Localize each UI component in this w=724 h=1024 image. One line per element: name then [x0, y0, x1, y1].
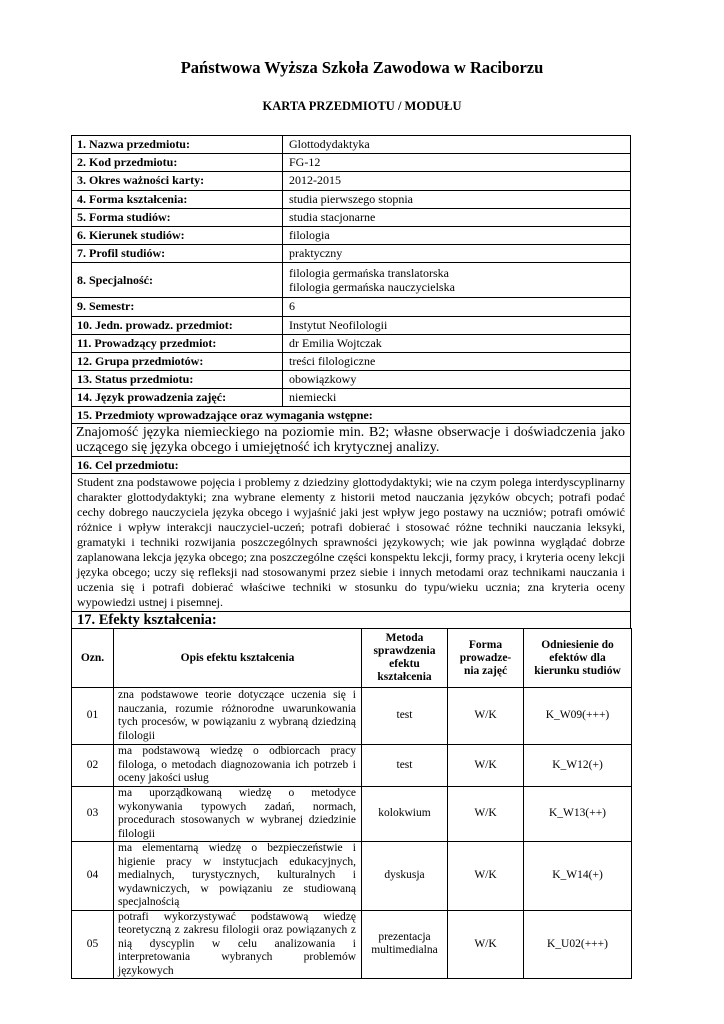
outcome-description: ma podstawową wiedzę o odbiorcach pracy filologa, o metodach diagnozowania ich potrzeb i oceny jakości usług	[114, 745, 362, 787]
outcome-code: 01	[72, 688, 114, 745]
info-value: studia pierwszego stopnia	[283, 190, 631, 208]
info-label: 8. Specjalność:	[72, 263, 283, 298]
info-label: 3. Okres ważności karty:	[72, 172, 283, 190]
learning-outcomes-heading: 17. Efekty kształcenia:	[72, 612, 631, 629]
info-value: obowiązkowy	[283, 371, 631, 389]
info-label: 9. Semestr:	[72, 298, 283, 316]
outcome-description: zna podstawowe teorie dotyczące uczenia się i nauczania, rozumie różnorodne uwarunkowania tych procesów, w powiązaniu z wybraną dziedziną filologii	[114, 688, 362, 745]
info-label: 1. Nazwa przedmiotu:	[72, 136, 283, 154]
info-label: 14. Język prowadzenia zajęć:	[72, 389, 283, 407]
outcome-row	[72, 842, 632, 911]
outcome-method: test	[362, 688, 448, 745]
info-row	[72, 352, 631, 370]
info-value-line: filologia germańska translatorska	[289, 265, 449, 280]
info-row	[72, 172, 631, 190]
info-label: 12. Grupa przedmiotów:	[72, 352, 283, 370]
outcome-method: kolokwium	[362, 787, 448, 842]
info-row	[72, 190, 631, 208]
card-title: KARTA PRZEDMIOTU / MODUŁU	[262, 99, 462, 113]
column-header-opis: Opis efektu kształcenia	[114, 629, 362, 688]
outcome-reference: K_W09(+++)	[524, 688, 632, 745]
column-header-odniesienie: Odniesienie do efektów dla kierunku studiów	[524, 629, 632, 688]
info-value: treści filologiczne	[283, 352, 631, 370]
outcome-description: potrafi wykorzystywać podstawową wiedzę teoretyczną z zakresu filologii oraz powiązanych z nią dyscyplin w celu analizowania i interpretowania wybranych problemów językowych	[114, 910, 362, 979]
outcome-form: W/K	[448, 842, 524, 911]
outcome-row	[72, 910, 632, 979]
info-label: 5. Forma studiów:	[72, 208, 283, 226]
column-header-forma: Forma prowadze-nia zajęć	[448, 629, 524, 688]
info-value: 6	[283, 298, 631, 316]
outcome-reference: K_U02(+++)	[524, 910, 632, 979]
info-row	[72, 136, 631, 154]
info-value-line: filologia germańska nauczycielska	[289, 280, 455, 295]
info-row	[72, 263, 631, 298]
prerequisites-text: Znajomość języka niemieckiego na poziomie min. B2; własne obserwacje i doświadczenia jako uczącego się języka obcego i umiejętność ich krytycznej analizy.	[72, 424, 631, 457]
info-row	[72, 316, 631, 334]
info-label: 7. Profil studiów:	[72, 245, 283, 263]
outcome-row	[72, 787, 632, 842]
outcome-code: 02	[72, 745, 114, 787]
outcome-form: W/K	[448, 910, 524, 979]
learning-outcomes-table	[71, 628, 632, 979]
info-value: Instytut Neofilologii	[283, 316, 631, 334]
outcome-code: 04	[72, 842, 114, 911]
outcome-method: test	[362, 745, 448, 787]
course-goal-heading: 16. Cel przedmiotu:	[72, 457, 631, 474]
outcome-code: 05	[72, 910, 114, 979]
outcome-row	[72, 745, 632, 787]
outcome-method: dyskusja	[362, 842, 448, 911]
column-header-ozn: Ozn.	[72, 629, 114, 688]
info-row	[72, 226, 631, 244]
outcome-reference: K_W14(+)	[524, 842, 632, 911]
prerequisites-heading: 15. Przedmioty wprowadzające oraz wymagania wstępne:	[72, 407, 631, 424]
info-value: niemiecki	[283, 389, 631, 407]
outcome-form: W/K	[448, 745, 524, 787]
info-value: praktyczny	[283, 245, 631, 263]
info-value: FG-12	[283, 154, 631, 172]
info-row	[72, 208, 631, 226]
info-row	[72, 389, 631, 407]
outcome-reference: K_W12(+)	[524, 745, 632, 787]
info-row	[72, 334, 631, 352]
info-label: 13. Status przedmiotu:	[72, 371, 283, 389]
info-label: 10. Jedn. prowadz. przedmiot:	[72, 316, 283, 334]
info-row	[72, 154, 631, 172]
info-value: studia stacjonarne	[283, 208, 631, 226]
outcome-form: W/K	[448, 688, 524, 745]
info-label: 2. Kod przedmiotu:	[72, 154, 283, 172]
info-value: dr Emilia Wojtczak	[283, 334, 631, 352]
info-row	[72, 245, 631, 263]
info-label: 11. Prowadzący przedmiot:	[72, 334, 283, 352]
info-value: 2012-2015	[283, 172, 631, 190]
info-value: Glottodydaktyka	[283, 136, 631, 154]
info-label: 4. Forma kształcenia:	[72, 190, 283, 208]
info-value: filologia	[283, 226, 631, 244]
outcome-method: prezentacja multimedialna	[362, 910, 448, 979]
course-goal-text: Student zna podstawowe pojęcia i problemy z dziedziny glottodydaktyki; wie na czym polega interdyscyplinarny charakter glottodydaktyki; zna wybrane elementy z historii metod nauczania języków obcych; potrafi podać cechy dobrego nauczyciela języka obcego i wyjaśnić jaki jest wpływ jego postawy na uczniów; potrafi omówić różnice i wpływ interakcji nauczyciel-uczeń; potrafi dobierać i stosować różne techniki nauczania leksyki, gramatyki i techniki rozwijania poszczególnych sprawności językowych; wie jak powinna wyglądać dobrze zaplanowana lekcja języka obcego; zna poszczególne części konspektu lekcji, formy pracy, i kryteria oceny lekcji języka obcego; uczy się refleksji nad stosowanymi przez siebie i innych metodami oraz technikami nauczania i uczenia się i potrafi dobierać właściwe techniki w stosunku do typu/wieku ucznia; zna kryteria oceny wypowiedzi ustnej i pisemnej.	[72, 474, 631, 612]
info-row	[72, 298, 631, 316]
outcome-description: ma elementarną wiedzę o bezpieczeństwie i higienie pracy w instytucjach edukacyjnych, medialnych, turystycznych, kulturalnych i wydawniczych, w powiązaniu ze studiowaną specjalnością	[114, 842, 362, 911]
outcome-code: 03	[72, 787, 114, 842]
outcome-description: ma uporządkowaną wiedzę o metodyce wykonywania typowych zadań, normach, procedurach stosowanych w wybranej dziedzinie filologii	[114, 787, 362, 842]
course-info-table	[71, 135, 631, 629]
info-label: 6. Kierunek studiów:	[72, 226, 283, 244]
info-value	[283, 263, 631, 298]
school-name: Państwowa Wyższa Szkoła Zawodowa w Raciborzu	[180, 58, 544, 77]
column-header-metoda: Metoda sprawdzenia efektu kształcenia	[362, 629, 448, 688]
info-row	[72, 371, 631, 389]
outcome-row	[72, 688, 632, 745]
outcome-reference: K_W13(++)	[524, 787, 632, 842]
outcome-form: W/K	[448, 787, 524, 842]
